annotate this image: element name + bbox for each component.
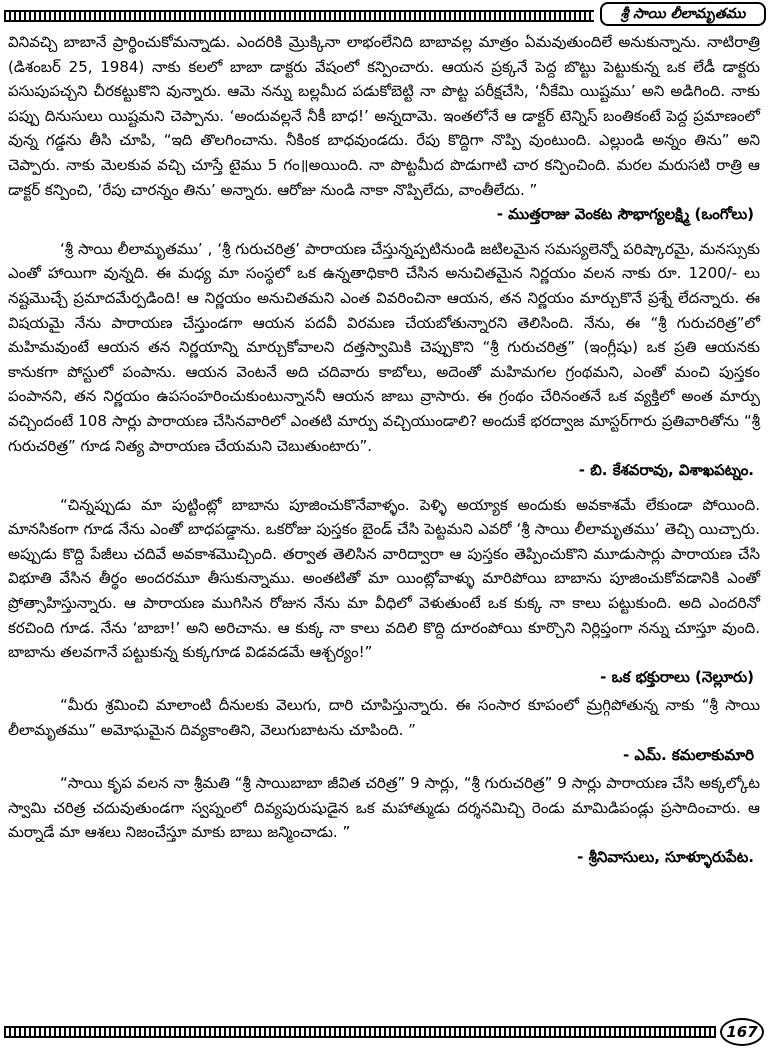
page-number: 167: [720, 1018, 764, 1046]
attribution-4: - ఎమ్. కమలాకుమారి: [622, 745, 754, 764]
testimony-paragraph-4: “మీరు శ్రమించి మాలాంటి దీనులకు వెలుగు, దారి చూపిస్తున్నారు. ఈ సంసార కూపంలో మ్రగ్గిపోతున్న నాకు “శ్రీ సాయి లీలామృతము” అమోఘమైన దివ్యకాంతిని, వెలుగుబాటను చూపింది. ”: [8, 696, 760, 740]
footer-decorative-border: [4, 1026, 716, 1038]
header-decorative-border: [4, 10, 594, 22]
testimony-paragraph-5: “సాయి కృప వలన నా శ్రీమతి “శ్రీ సాయిబాబా జీవిత చరిత్ర” 9 సార్లు, “శ్రీ గురుచరిత్ర” 9 సార్లు పారాయణ చేసి అక్కల్కోట స్వామి చరిత్ర చదువుతుండగా స్వప్నంలో దివ్యపురుషుడైన ఒక మహాత్ముడు దర్శనమిచ్చి రెండు మామిడిపండ్లు ప్రసాదించారు. ఆ మర్నాడే మా ఆశలు నిజంచేస్తూ మాకు బాబు జన్మించాడు. ”: [8, 774, 760, 842]
testimony-paragraph-2: ‘శ్రీ సాయి లీలామృతము’ , ‘శ్రీ గురుచరిత్ర’ పారాయణ చేస్తున్నప్పటినుండి జటిలమైన సమస్యలెన్నో పరిష్కారమై, మనస్సుకు ఎంతో హాయిగా వున్నది. ఈ మధ్య మా సంస్థలో ఒక ఉన్నతాధికారి చేసిన అనుచితమైన నిర్ణయం వలన నాకు రూ. 1200/- లు నష్టమొచ్చే ప్రమాదమేర్పడింది! ఆ నిర్ణయం అనుచితమని ఎంత వివరించినా ఆయన, తన నిర్ణయం మార్చుకొనే ప్రశ్నే లేదన్నారు. ఈ విషయమై నేను పారాయణ చేస్తుండగా ఆయన పదవీ విరమణ చేయబోతున్నారని తెలిసింది. నేను, ఈ “శ్రీ గురుచరిత్ర”లో మహిమవుంటే ఆయన తన నిర్ణయాన్ని మార్చుకోవాలని దత్తస్వామికి చెప్పుకొని “శ్రీ గురుచరిత్ర” (ఇంగ్లీషు) ఒక ప్రతి ఆయనకు కానుకగా పోస్టులో పంపాను. ఆయన వెంటనే అది చదివారు కాబోలు, అదెంతో మహిమగల గ్రంథమని, ఎంతో మంచి పుస్తకం పంపానని, తన నిర్ణయం ఉపసంహరించుకుంటున్నాననీ ఆయన జాబు వ్రాసారు. ఈ గ్రంథం చేరినంతనే ఒక వ్యక్తిలో అంత మార్పు వచ్చిందంటే 108 సార్లు పారాయణ చేసినవారిలో ఎంతటి మార్పు వచ్చియుండాలి? అందుకే భరద్వాజ మాస్టర్‌గారు ప్రతివారితోను “శ్రీ గురుచరిత్ర” గూడ నిత్య పారాయణ చేయమని చెబుతుంటారు”.: [8, 239, 760, 455]
attribution-3: - ఒక భక్తురాలు (నెల్లూరు): [600, 667, 754, 686]
attribution-5: - శ్రీనివాసులు, సూళ్ళూరుపేట.: [577, 848, 754, 866]
attribution-2: - బి. కేశవరావు, విశాఖపట్నం.: [578, 461, 754, 480]
page-footer: [4, 1016, 766, 1046]
attribution-1: - ముత్తరాజు వెంకట సౌభాగ్యలక్ష్మి (ఒంగోలు): [496, 205, 754, 224]
testimony-paragraph-1: వినివచ్చి బాబానే ప్రార్థించుకోమన్నాడు. ఎందరికి మ్రొక్కినా లాభంలేనిది బాబావల్ల మాత్రం ఏమవుతుందిలే అనుకున్నాను. నాటిరాత్రి (డిశంబర్ 25, 1984) నాకు కలలో బాబా డాక్టరు వేషంలో కన్పించారు. ఆయన ప్రక్కనే పెద్ద బొట్టు పెట్టుకున్న ఒక లేడీ డాక్టరు పసుపుపచ్చని చీరకట్టుకొని వున్నారు. ఆమె నన్ను బల్లమీద పడుకోబెట్టి నా పొట్ట పరీక్షచేసి, ‘నీకేమి యిష్టము’ అని అడిగింది. నాకు పప్పు దినుసులు యిష్టమని చెప్పాను. ‘అందువల్లనే నీకీ బాధ!’ అన్నదామె. ఇంతలోనే ఆ డాక్టర్ టెన్నిస్ బంతికంటే పెద్ద ప్రమాణంలో వున్న గడ్డను తీసి చూపి, “ఇది తొలగించాను. నీకింక బాధవుండదు. రేపు కొద్దిగా నొప్పి వుంటుంది. ఎల్లుండి అన్నం తిను” అని చెప్పారు. నాకు మెలకువ వచ్చి చూస్తే టైము 5 గం॥అయింది. నా పొట్టమీద పొడుగాటి చార కన్పించింది. మరల మరుసటి రాత్రి ఆ డాక్టర్ కన్పించి, ‘రేపు చారన్నం తిను’ అన్నారు. ఆరోజు నుండి నాకా నొప్పిలేదు, వాంతీలేదు. ”: [8, 33, 760, 199]
running-title: శ్రీ సాయి లీలామృతము: [600, 2, 766, 26]
page-header: [4, 2, 766, 28]
page-body: [8, 30, 760, 870]
testimony-paragraph-3: “చిన్నప్పుడు మా పుట్టింట్లో బాబాను పూజించుకొనేవాళ్ళం. పెళ్ళి అయ్యాక అందుకు అవకాశమే లేకుండా పోయింది. మానసికంగా గూడ నేను ఎంతో బాధపడ్డాను. ఒకరోజు పుస్తకం బైండ్ చేసి పెట్టమని ఎవరో ‘శ్రీ సాయి లీలామృతము’ తెచ్చి యిచ్చారు. అప్పుడు కొద్ది పేజీలు చదివే అవకాశమొచ్చింది. తర్వాత తెలిసిన వారిద్వారా ఆ పుస్తకం తెప్పించుకొని మూడుసార్లు పారాయణ చేసి విభూతి వేసిన తీర్థం అందరమూ తీసుకున్నాము. అంతటితో మా యింట్లోవాళ్ళు మారిపోయి బాబాను పూజించుకోవడానికి ఎంతో ప్రోత్సాహిస్తున్నారు. ఆ పారాయణ ముగిసిన రోజున నేను మా వీధిలో వెళుతుంటే ఒక కుక్క నా కాలు పట్టుకుంది. అది ఎందరినో కరచింది గూడ. నేను ‘బాబా!’ అని అరిచాను. ఆ కుక్క నా కాలు వదిలి కొద్ది దూరంపోయి కూర్చొని నిర్లిప్తంగా నన్ను చూస్తూ వుంది. బాబాను తలవగానే పట్టుకున్న కుక్కగూడ విడవడమే ఆశ్చర్యం!”: [8, 495, 760, 662]
